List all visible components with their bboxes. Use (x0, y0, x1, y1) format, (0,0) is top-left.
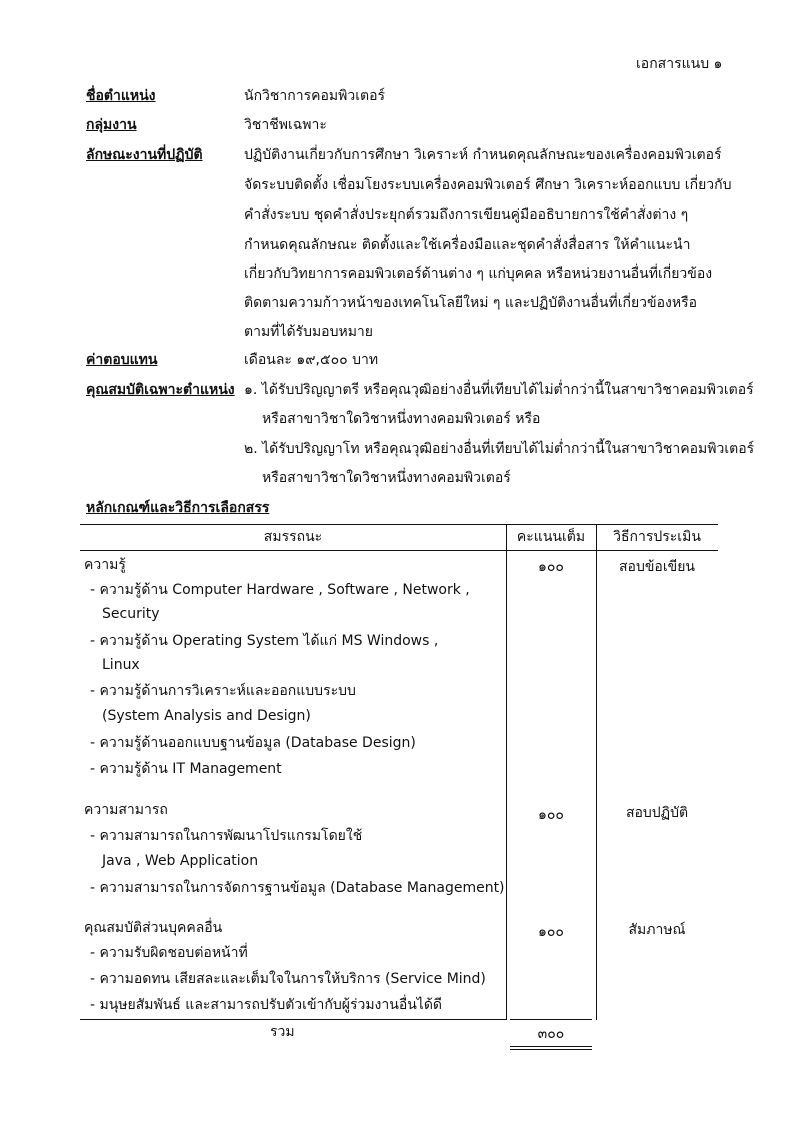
competency-method: สอบปฏิบัติ (625, 805, 689, 821)
total-box-top (510, 1019, 592, 1020)
total-double-underline (510, 1049, 592, 1050)
table-column-divider (506, 524, 507, 1020)
total-value: ๓๐๐ (537, 1026, 565, 1042)
qualification-label: คุณสมบัติเฉพาะตำแหน่ง (86, 382, 235, 398)
competency-group-title: ความรู้ (84, 557, 126, 573)
position-label: ชื่อตำแหน่ง (86, 88, 156, 104)
duty-label: ลักษณะงานที่ปฏิบัติ (86, 147, 203, 163)
competency-item: Security (102, 606, 160, 622)
competency-score: ๑๐๐ (538, 807, 564, 823)
competency-item: - ความสามารถในการจัดการฐานข้อมูล (Database Management) (90, 880, 505, 896)
competency-item: - ความรับผิดชอบต่อหน้าที่ (90, 945, 248, 961)
total-underline (510, 1046, 592, 1047)
duty-line: ติดตามความก้าวหน้าของเทคโนโลยีใหม่ ๆ และปฏิบัติงานอื่นที่เกี่ยวข้องหรือ (244, 295, 697, 311)
duty-line: จัดระบบติดตั้ง เชื่อมโยงระบบเครื่องคอมพิวเตอร์ ศึกษา วิเคราะห์ออกแบบ เกี่ยวกับ (244, 177, 732, 193)
salary-value: เดือนละ ๑๙,๕๐๐ บาท (244, 352, 379, 368)
total-label: รวม (270, 1024, 295, 1040)
competency-method: สัมภาษณ์ (628, 922, 686, 938)
table-top-border (80, 524, 718, 525)
table-header-score: คะแนนเต็ม (516, 529, 586, 545)
position-value: นักวิชาการคอมพิวเตอร์ (244, 88, 386, 104)
group-label: กลุ่มงาน (86, 117, 137, 133)
qualification-line: ๒. ได้รับปริญญาโท หรือคุณวุฒิอย่างอื่นที่เทียบได้ไม่ต่ำกว่านี้ในสาขาวิชาคอมพิวเตอร์ (244, 441, 755, 457)
qualification-line: หรือสาขาวิชาใดวิชาหนึ่งทางคอมพิวเตอร์ หรือ (262, 411, 541, 427)
competency-item: - ความรู้ด้าน Operating System ได้แก่ MS Windows , (90, 633, 439, 649)
competency-item: - ความสามารถในการพัฒนาโปรแกรมโดยใช้ (90, 828, 363, 844)
table-header-competency: สมรรถนะ (263, 529, 323, 545)
table-bottom-border (80, 1019, 506, 1020)
duty-line: ตามที่ได้รับมอบหมาย (244, 324, 373, 340)
competency-method: สอบข้อเขียน (619, 559, 695, 575)
competency-item: - ความรู้ด้าน Computer Hardware , Software , Network , (90, 582, 470, 598)
competency-item: (System Analysis and Design) (102, 708, 311, 724)
duty-line: คำสั่งระบบ ชุดคำสั่งประยุกต์รวมถึงการเขียนคู่มืออธิบายการใช้คำสั่งต่าง ๆ (244, 207, 689, 223)
competency-score: ๑๐๐ (538, 559, 564, 575)
competency-group-title: คุณสมบัติส่วนบุคคลอื่น (84, 920, 223, 936)
qualification-line: ๑. ได้รับปริญญาตรี หรือคุณวุฒิอย่างอื่นที่เทียบได้ไม่ต่ำกว่านี้ในสาขาวิชาคอมพิวเตอร์ (244, 382, 754, 398)
table-header-method: วิธีการประเมิน (613, 529, 701, 545)
competency-score: ๑๐๐ (538, 924, 564, 940)
competency-item: Linux (102, 657, 140, 673)
duty-line: เกี่ยวกับวิทยาการคอมพิวเตอร์ด้านต่าง ๆ แก่บุคคล หรือหน่วยงานอื่นที่เกี่ยวข้อง (244, 266, 713, 282)
salary-label: ค่าตอบแทน (86, 352, 158, 368)
group-value: วิชาชีพเฉพาะ (244, 117, 327, 133)
document-reference: เอกสารแนบ ๑ (636, 56, 723, 72)
criteria-heading: หลักเกณฑ์และวิธีการเลือกสรร (86, 500, 270, 516)
competency-item: - ความอดทน เสียสละและเต็มใจในการให้บริการ (Service Mind) (90, 971, 486, 987)
competency-item: - ความรู้ด้านออกแบบฐานข้อมูล (Database Design) (90, 735, 416, 751)
competency-group-title: ความสามารถ (84, 802, 168, 818)
competency-item: - มนุษยสัมพันธ์ และสามารถปรับตัวเข้ากับผู้ร่วมงานอื่นได้ดี (90, 997, 443, 1013)
duty-line: ปฏิบัติงานเกี่ยวกับการศึกษา วิเคราะห์ กำหนดคุณลักษณะของเครื่องคอมพิวเตอร์ (244, 147, 722, 163)
qualification-line: หรือสาขาวิชาใดวิชาหนึ่งทางคอมพิวเตอร์ (262, 470, 511, 486)
table-column-divider (596, 524, 597, 1020)
competency-item: - ความรู้ด้าน IT Management (90, 761, 282, 777)
duty-line: กำหนดคุณลักษณะ ติดตั้งและใช้เครื่องมือและชุดคำสั่งสื่อสาร ให้คำแนะนำ (244, 237, 691, 253)
table-header-divider (80, 550, 718, 551)
competency-item: - ความรู้ด้านการวิเคราะห์และออกแบบระบบ (90, 683, 356, 699)
competency-item: Java , Web Application (102, 853, 259, 869)
